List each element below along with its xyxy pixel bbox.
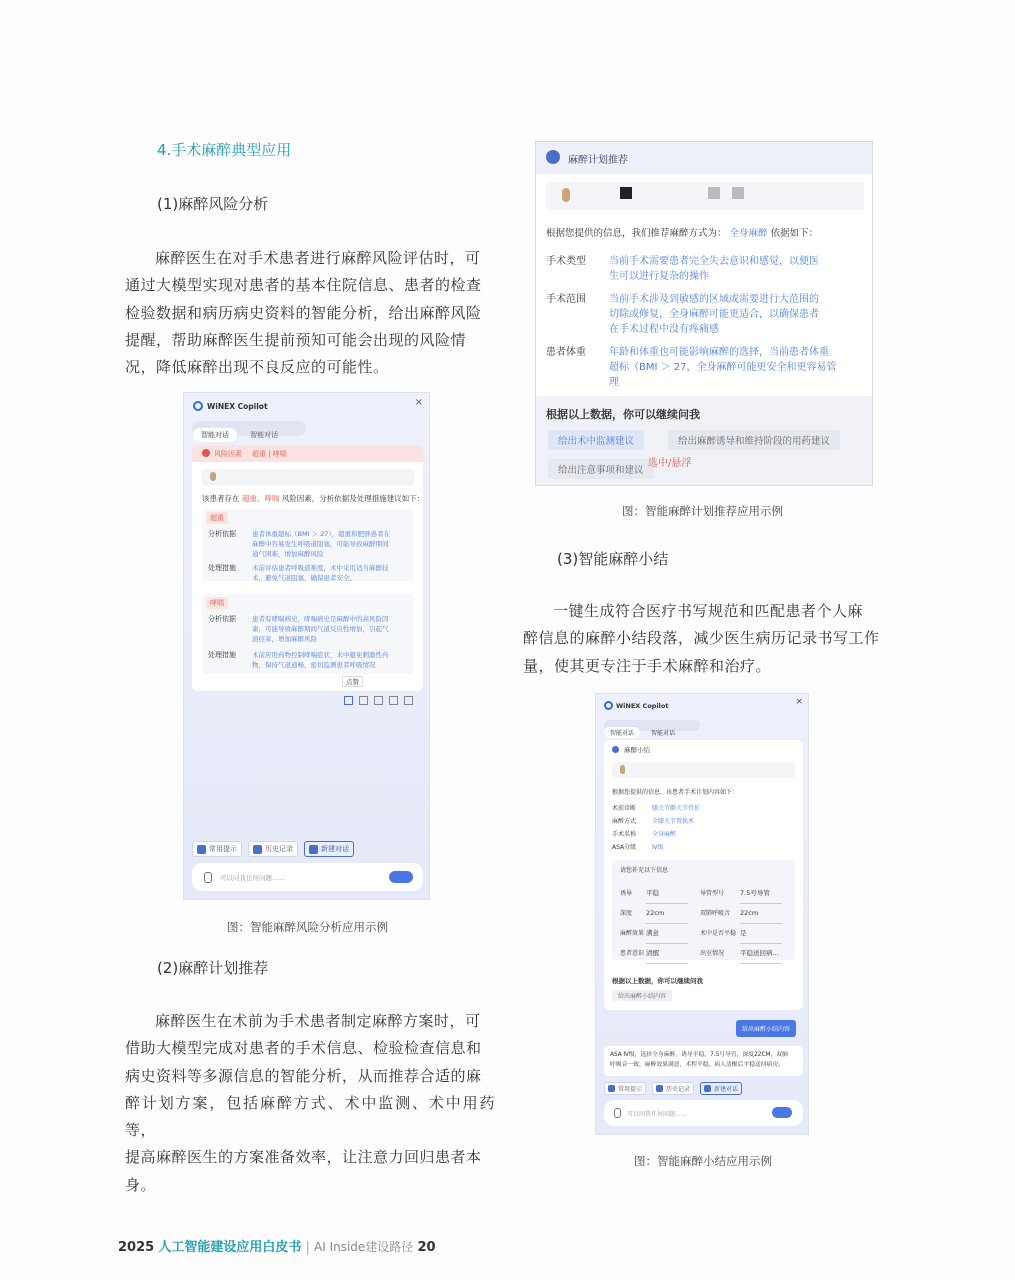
action-label: 处理措施 xyxy=(208,564,236,572)
input-placeholder: 可以问我任何问题...... xyxy=(220,873,285,882)
warning-icon xyxy=(202,449,210,457)
history-icon xyxy=(253,845,262,854)
supplement-title: 请您补充以下信息 xyxy=(620,867,669,874)
patient-bar xyxy=(546,182,864,210)
row-label: 手术范围 xyxy=(546,294,586,305)
paragraph-risk: 麻醉医生在对手术患者进行麻醉风险评估时，可 通过大模型实现对患者的基本住院信息、患者的检查 检验数据和病历病史资料的智能分析，给出麻醉风险 提醒，帮助麻醉医生提前预知可能会出现的风险情 况，降低麻醉出现不良反应的可能性。 xyxy=(125,249,482,377)
summary-intro: 根据您提供的信息，该患者手术计划内容如下： xyxy=(612,789,739,796)
page-number: 20 xyxy=(417,1240,436,1255)
redacted-block xyxy=(620,187,632,199)
tab-smart-chat-active[interactable]: 智能对话 xyxy=(604,727,640,738)
supplement-fields xyxy=(620,884,782,964)
follow-up-panel xyxy=(536,396,873,486)
tab-bar xyxy=(604,720,700,737)
winex-logo-icon xyxy=(193,401,203,411)
prompt-icon xyxy=(608,1085,615,1092)
risk-card xyxy=(192,445,423,691)
send-button[interactable] xyxy=(772,1107,792,1118)
row-label: 手术类型 xyxy=(546,256,586,267)
patient-avatar-icon xyxy=(620,765,625,774)
paragraph-plan: 麻醉医生在术前为手术患者制定麻醉方案时，可 借助大模型完成对患者的手术信息、检验检查信息和 病史资料等多源信息的智能分析，从而推荐合适的麻 醉计划方案，包括麻醉方式、术中监测、术中用药等， 提高麻醉医生的方案准备效率，让注意力回归患者本 身。 xyxy=(125,1012,495,1194)
close-icon[interactable]: × xyxy=(414,397,423,408)
field-row: 麻醉效果 满意 术中是否平稳 是 xyxy=(620,924,782,944)
suggestion-chip[interactable]: 给出麻醉小结内容 xyxy=(612,990,672,1001)
plan-item: 手术名称 全身麻醉 xyxy=(612,831,677,838)
field-row: 深度 22cm 双肺呼吸音 22cm xyxy=(620,904,782,924)
group-tag: 哮喘 xyxy=(206,597,228,609)
patient-avatar-icon xyxy=(562,188,570,202)
app-name: WiNEX Copilot xyxy=(207,402,268,411)
risk-label: 风险因素 xyxy=(214,450,242,458)
summary-screenshot xyxy=(595,693,809,1135)
patient-avatar-icon xyxy=(210,472,216,481)
select-field[interactable]: 平稳送回病... xyxy=(740,944,782,964)
risk-header xyxy=(192,445,423,462)
select-field[interactable]: 7.5号导管 xyxy=(740,884,782,904)
select-field[interactable]: 平稳 xyxy=(646,884,688,904)
microphone-icon[interactable] xyxy=(204,872,212,883)
basis-text: 患者体重超标（BMI ＞ 27），超重和肥胖患者在 麻醉中容易发生呼吸道阻塞，可能导致麻醉期间 通气困难，增加麻醉风险 xyxy=(252,530,391,558)
plan-item: 术前诊断 膝关节髌关节骨折 xyxy=(612,805,701,812)
history-button[interactable]: 历史记录 xyxy=(652,1082,694,1095)
subsection-title-risk: (1)麻醉风险分析 xyxy=(157,195,269,213)
tab-smart-chat[interactable]: 智能对话 xyxy=(651,730,676,737)
speaker-icon[interactable] xyxy=(374,696,383,705)
caption-risk: 图：智能麻醉风险分析应用示例 xyxy=(227,920,388,934)
footer-title: 人工智能建设应用白皮书 xyxy=(158,1240,302,1255)
risk-intro: 该患者存在 超重、哮喘 风险因素，分析依据及处理措施建议如下： xyxy=(202,494,425,503)
risk-tags: 超重 | 哮喘 xyxy=(252,450,287,458)
footer-separator: | xyxy=(305,1240,310,1255)
field-row: 患者意识 清醒 出室情况 平稳送回病... xyxy=(620,944,782,964)
microphone-icon[interactable] xyxy=(614,1108,621,1118)
tab-bar xyxy=(192,421,306,439)
tooltip-like: 点赞 xyxy=(342,676,363,687)
section-title: 4.手术麻醉典型应用 xyxy=(157,141,292,159)
row-text: 年龄和体重也可能影响麻醉的选择，当前患者体重 超标（BMI ＞ 27，全身麻醉可能更安全和更容易管 理 xyxy=(609,347,837,388)
plan-item: 麻醉方式 全膝关节置换术 xyxy=(612,818,695,825)
row-text: 当前手术需要患者完全失去意识和感觉，以便医 生可以进行复杂的操作 xyxy=(609,256,819,282)
follow-up-title: 根据以上数据，你可以继续问我 xyxy=(612,977,703,985)
redacted-block xyxy=(708,187,720,199)
row-label: 患者体重 xyxy=(546,347,586,358)
supplement-panel xyxy=(612,860,795,960)
common-prompts-button[interactable]: 常用提示 xyxy=(604,1082,646,1095)
subsection-title-summary: (3)智能麻醉小结 xyxy=(557,550,669,568)
patient-bar xyxy=(612,762,795,778)
new-chat-button[interactable]: 新建对话 xyxy=(700,1082,742,1095)
footer-year: 2025 xyxy=(118,1240,155,1255)
share-icon[interactable] xyxy=(389,696,398,705)
history-button[interactable]: 历史记录 xyxy=(248,841,298,857)
plan-title: 麻醉计划推荐 xyxy=(568,155,628,166)
select-field[interactable]: 22cm xyxy=(646,904,688,924)
suggestion-chip-monitoring[interactable]: 给出术中监测建议 xyxy=(548,430,644,450)
suggestion-chip-medication[interactable]: 给出麻醉诱导和维持阶段的用药建议 xyxy=(668,430,840,450)
subsection-title-plan: (2)麻醉计划推荐 xyxy=(157,959,269,977)
action-label: 处理措施 xyxy=(208,651,236,659)
footer xyxy=(118,1236,436,1255)
winex-logo-icon xyxy=(604,701,613,710)
group-tag: 超重 xyxy=(206,512,228,524)
plan-item: ASA分级 Ⅳ级 xyxy=(612,844,664,851)
follow-up-title: 根据以上数据，你可以继续问我 xyxy=(546,408,700,421)
input-placeholder: 可以问我任何问题...... xyxy=(627,1110,687,1118)
basis-text: 患者有哮喘病史，哮喘病史是麻醉中的高风险因 素，可能导致麻醉期间气道反应性增加，引起气 道痉挛，增加麻醉风险 xyxy=(252,615,389,643)
new-chat-icon xyxy=(704,1085,711,1092)
action-text: 术前应用药物控制哮喘症状，术中避免刺激性药 物，保持气道通畅，密切监测患者呼吸情况 xyxy=(252,651,389,669)
plan-recommendation-screenshot xyxy=(535,141,873,486)
tab-smart-chat-active[interactable]: 智能对话 xyxy=(193,428,237,442)
generate-summary-button[interactable]: 给出麻醉小结内容 xyxy=(736,1020,796,1037)
basis-label: 分析依据 xyxy=(208,530,236,538)
select-field[interactable]: 22cm xyxy=(740,904,782,924)
thumbs-down-icon[interactable] xyxy=(359,696,368,705)
summary-icon xyxy=(612,746,619,753)
star-icon xyxy=(546,150,560,164)
patient-bar xyxy=(202,469,414,485)
common-prompts-button[interactable]: 常用提示 xyxy=(192,841,242,857)
row-text: 当前手术涉及到敏感的区域或需要进行大范围的 切除或修复，全身麻醉可能更适合，以确保患者 在手术过程中没有疼痛感 xyxy=(609,294,819,335)
footer-subtitle: AI Inside建设路径 xyxy=(314,1240,414,1254)
select-field[interactable]: 满意 xyxy=(646,924,688,944)
new-chat-button[interactable]: 新建对话 xyxy=(304,841,354,857)
summary-output: ASA Ⅳ级，选择全身麻醉，诱导平稳，7.5号导管，深度22CM，双肺 呼吸音一致，麻醉效果满意，术程平稳，病人清醒后平稳送回病房。 xyxy=(604,1046,803,1076)
select-field[interactable]: 清醒 xyxy=(646,944,688,964)
summary-title: 麻醉小结 xyxy=(624,746,650,754)
tab-smart-chat[interactable]: 智能对话 xyxy=(250,431,279,439)
summary-card xyxy=(604,740,803,1010)
risk-group-overweight xyxy=(202,509,414,581)
send-button[interactable] xyxy=(389,871,413,883)
risk-analysis-screenshot xyxy=(183,392,430,900)
caption-plan: 图：智能麻醉计划推荐应用示例 xyxy=(622,504,783,518)
plan-items xyxy=(612,802,700,854)
select-field[interactable]: 是 xyxy=(740,924,782,944)
plan-intro: 根据您提供的信息，我们推荐麻醉方式为： 全身麻醉 依据如下： xyxy=(546,228,819,239)
close-icon[interactable]: × xyxy=(795,697,803,707)
new-chat-icon xyxy=(309,845,318,854)
caption-summary: 图：智能麻醉小结应用示例 xyxy=(634,1154,772,1168)
basis-label: 分析依据 xyxy=(208,615,236,623)
history-icon xyxy=(656,1085,663,1092)
paragraph-summary: 一键生成符合医疗书写规范和匹配患者个人麻 醉信息的麻醉小结段落，减少医生病历记录书写工作 量，使其更专注于手术麻醉和治疗。 xyxy=(523,602,880,675)
app-name: WiNEX Copilot xyxy=(616,702,669,710)
prompt-icon xyxy=(197,845,206,854)
copy-icon[interactable] xyxy=(404,696,413,705)
thumbs-up-icon[interactable] xyxy=(344,696,353,705)
plan-header xyxy=(536,142,873,174)
feedback-toolbar xyxy=(344,696,413,705)
action-text: 术前评估患者呼吸道难度，术中采用适当麻醉技 术，避免气道阻塞，确保患者安全。 xyxy=(252,564,389,582)
field-row: 诱导 平稳 导管型号 7.5号导管 xyxy=(620,884,782,904)
annotation-hover: 选中/悬浮 xyxy=(648,458,692,469)
redacted-block xyxy=(732,187,744,199)
suggestion-chip-notes[interactable]: 给出注意事项和建议 xyxy=(548,459,654,479)
risk-group-asthma xyxy=(202,594,414,674)
